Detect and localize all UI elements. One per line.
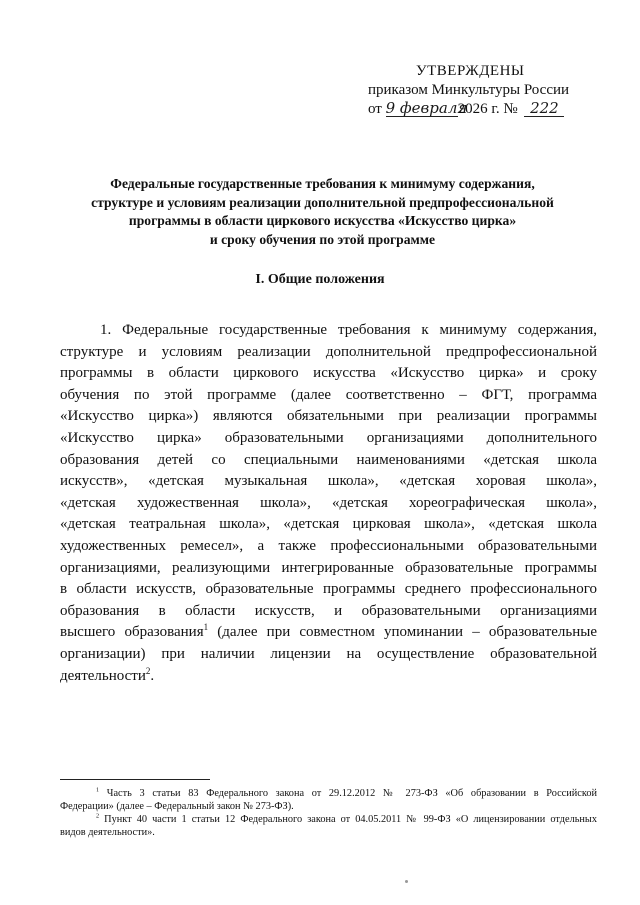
paragraph-line: «Искусство цирка» образовательными организациями дополнительного [60,429,597,446]
footnote-1 [60,787,597,813]
footnote-separator [60,779,210,780]
footnote-text: Пункт 40 части 1 статьи 12 Федерального закона от 04.05.2011 № 99-ФЗ «О лицензировании отдельных [99,814,597,825]
from-prefix: от [368,101,382,117]
paragraph-line: «детская художественная школа», «детская хореографическая школа», [60,494,597,511]
line-text: высшего образования [60,624,204,641]
line-text: . [150,667,155,684]
paragraph-line: организации) при наличии лицензии на осуществление образовательной [60,645,597,662]
footnote-line [60,813,597,826]
paragraph-1 [60,320,597,687]
footnote-mark: 1 [96,786,100,794]
footnote-ref-2: 2 [145,665,151,676]
footnote-line: видов деятельности». [60,827,155,838]
paragraph-line: образования детей со специальными наименованиями «детская школа [60,451,597,468]
order-label: приказом Минкультуры России [368,82,570,98]
handwritten-order-number: 222 [524,101,564,117]
order-date-line [368,100,618,119]
footnote-2 [60,813,597,839]
title-line: структуре и условиям реализации дополнительной предпрофессиональной [91,194,554,210]
paragraph-line: «детская театральная школа», «детская цирковая школа», «детская школа [60,516,597,533]
approved-label: УТВЕРЖДЕНЫ [416,63,525,79]
footnote-ref-1: 1 [203,622,209,633]
paragraph-line: художественных ремесел», а также профессиональными образовательными [60,537,597,554]
title-line: и сроку обучения по этой программе [209,231,436,247]
paragraph-line: организациями, реализующими интегрированные образовательные программы [60,559,597,576]
paragraph-line: «Искусство цирка») являются обязательными при реализации программы [60,408,597,425]
section-heading: I. Общие положения [255,272,385,287]
title-line: Федеральные государственные требования к минимуму содержания, [110,176,535,191]
paragraph-line [60,666,597,688]
approval-stamp [368,62,618,119]
handwritten-date: 9 февраля [385,99,468,117]
footnote-line [60,787,597,800]
footnote-mark: 2 [96,812,100,820]
paragraph-line: программы в области циркового искусства «Искусство цирка» и сроку [60,365,597,382]
paragraph-line: образования в области искусств, и образовательными организациями [60,602,597,619]
line-text: (далее при совместном упоминании – образовательные [208,624,597,641]
footnote-text: Часть 3 статьи 83 Федерального закона от 29.12.2012 № 273-ФЗ «Об образовании в Российской [99,788,597,799]
scan-speck [405,880,408,883]
footnote-line: Федерации» (далее – Федеральный закон № 273-ФЗ). [60,801,294,812]
paragraph-line: обучения по этой программе (далее соответственно – ФГТ, программа [60,386,597,403]
paragraph-line [60,622,597,644]
paragraph-line: структуре и условиям реализации дополнительной предпрофессиональной [60,343,597,360]
document-title [60,175,585,249]
line-text: деятельности [60,667,146,684]
paragraph-line: 1. Федеральные государственные требования к минимуму содержания, [100,322,597,338]
order-year: 2026 г. № [457,101,518,117]
paragraph-line: в области искусств, образовательные программы среднего профессионального [60,581,597,598]
title-line: программы в области циркового искусства «Искусство цирка» [128,213,517,228]
paragraph-line: искусств», «детская музыкальная школа», «детская хоровая школа», [60,473,597,490]
